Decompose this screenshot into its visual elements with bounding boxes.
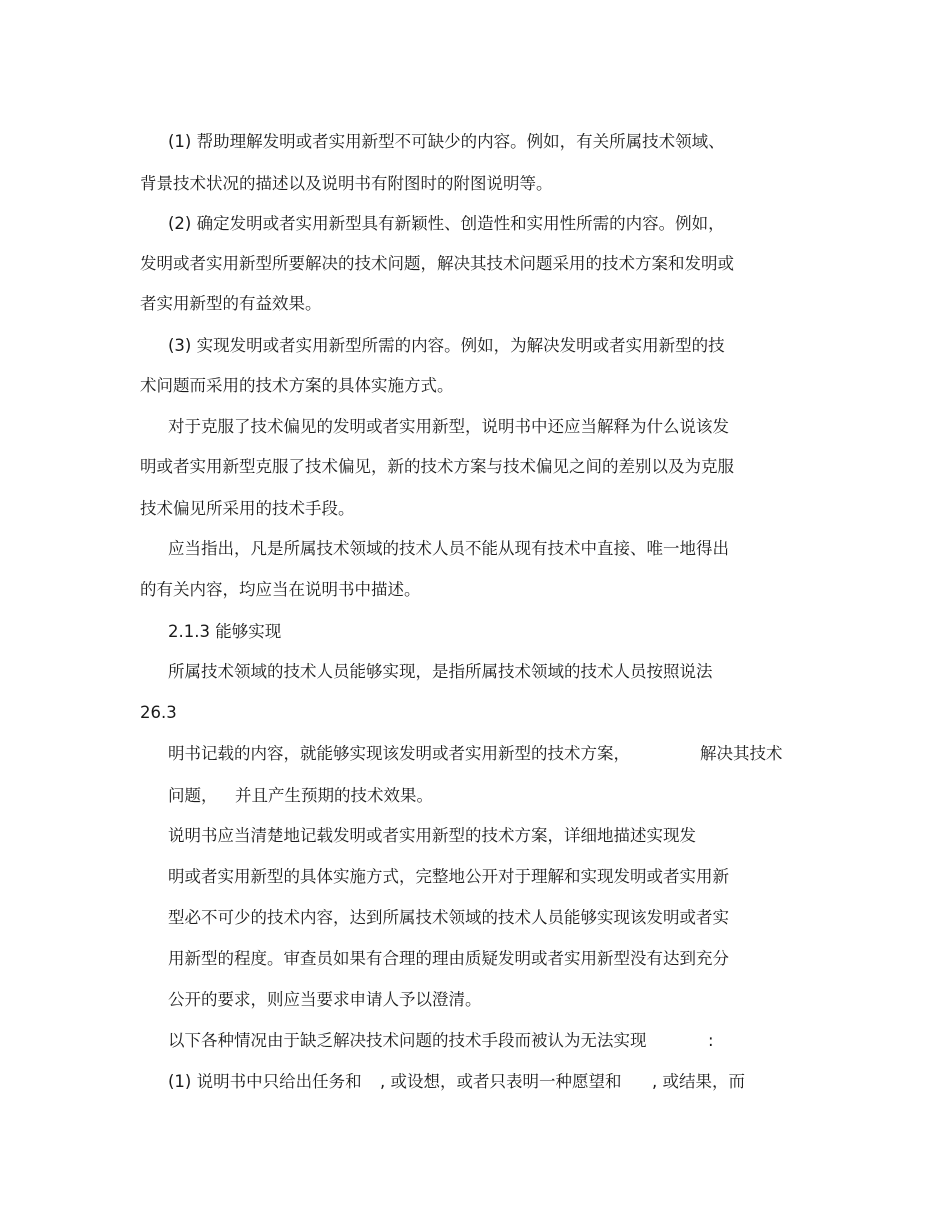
paragraph-fragment: 问题，: [168, 786, 218, 805]
paragraph-line: 明或者实用新型的具体实施方式，完整地公开对于理解和实现发明或者实用新: [168, 867, 729, 886]
section-heading: 2.1.3 能够实现: [168, 622, 282, 641]
paragraph-line: 型必不可少的技术内容，达到所属技术领域的技术人员能够实现该发明或者实: [168, 908, 729, 927]
paragraph-line: 的有关内容，均应当在说明书中描述。: [140, 580, 421, 599]
paragraph-line: 明书记载的内容，就能够实现该发明或者实用新型的技术方案，: [168, 744, 630, 763]
paragraph-line: 发明或者实用新型所要解决的技术问题，解决其技术问题采用的技术方案和发明或: [140, 254, 734, 273]
paragraph-fragment: , 或设想，或者只表明一种愿望和: [380, 1072, 622, 1091]
paragraph-line: 应当指出，凡是所属技术领域的技术人员不能从现有技术中直接、唯一地得出: [168, 539, 729, 558]
paragraph-line: 说明书应当清楚地记载发明或者实用新型的技术方案，详细地描述实现发: [168, 826, 696, 845]
paragraph-line: 者实用新型的有益效果。: [140, 294, 322, 313]
paragraph-line: 公开的要求，则应当要求申请人予以澄清。: [168, 990, 482, 1009]
paragraph-line: (2) 确定发明或者实用新型具有新颖性、创造性和实用性所需的内容。例如，: [168, 214, 725, 233]
paragraph-line: 技术偏见所采用的技术手段。: [140, 499, 355, 518]
paragraph-line: 对于克服了技术偏见的发明或者实用新型，说明书中还应当解释为什么说该发: [168, 417, 729, 436]
paragraph-line: (1) 帮助理解发明或者实用新型不可缺少的内容。例如，有关所属技术领域、: [168, 132, 725, 151]
paragraph-fragment: 解决其技术: [700, 744, 783, 763]
paragraph-line: (3) 实现发明或者实用新型所需的内容。例如，为解决发明或者实用新型的技: [168, 336, 725, 355]
paragraph-fragment: (1) 说明书中只给出任务和: [168, 1072, 362, 1091]
paragraph-fragment: 并且产生预期的技术效果。: [235, 786, 433, 805]
paragraph-line: 所属技术领域的技术人员能够实现，是指所属技术领域的技术人员按照说法: [168, 662, 713, 681]
paragraph-line: 术问题而采用的技术方案的具体实施方式。: [140, 376, 454, 395]
reference-number: 26.3: [140, 703, 177, 722]
paragraph-line: 用新型的程度。审查员如果有合理的理由质疑发明或者实用新型没有达到充分: [168, 949, 729, 968]
paragraph-line: 背景技术状况的描述以及说明书有附图时的附图说明等。: [140, 174, 553, 193]
paragraph-fragment: , 或结果，而: [652, 1072, 745, 1091]
paragraph-line: 以下各种情况由于缺乏解决技术问题的技术手段而被认为无法实现: [168, 1031, 647, 1050]
paragraph-line: 明或者实用新型克服了技术偏见，新的技术方案与技术偏见之间的差别以及为克服: [140, 457, 734, 476]
paragraph-fragment: :: [708, 1031, 714, 1050]
